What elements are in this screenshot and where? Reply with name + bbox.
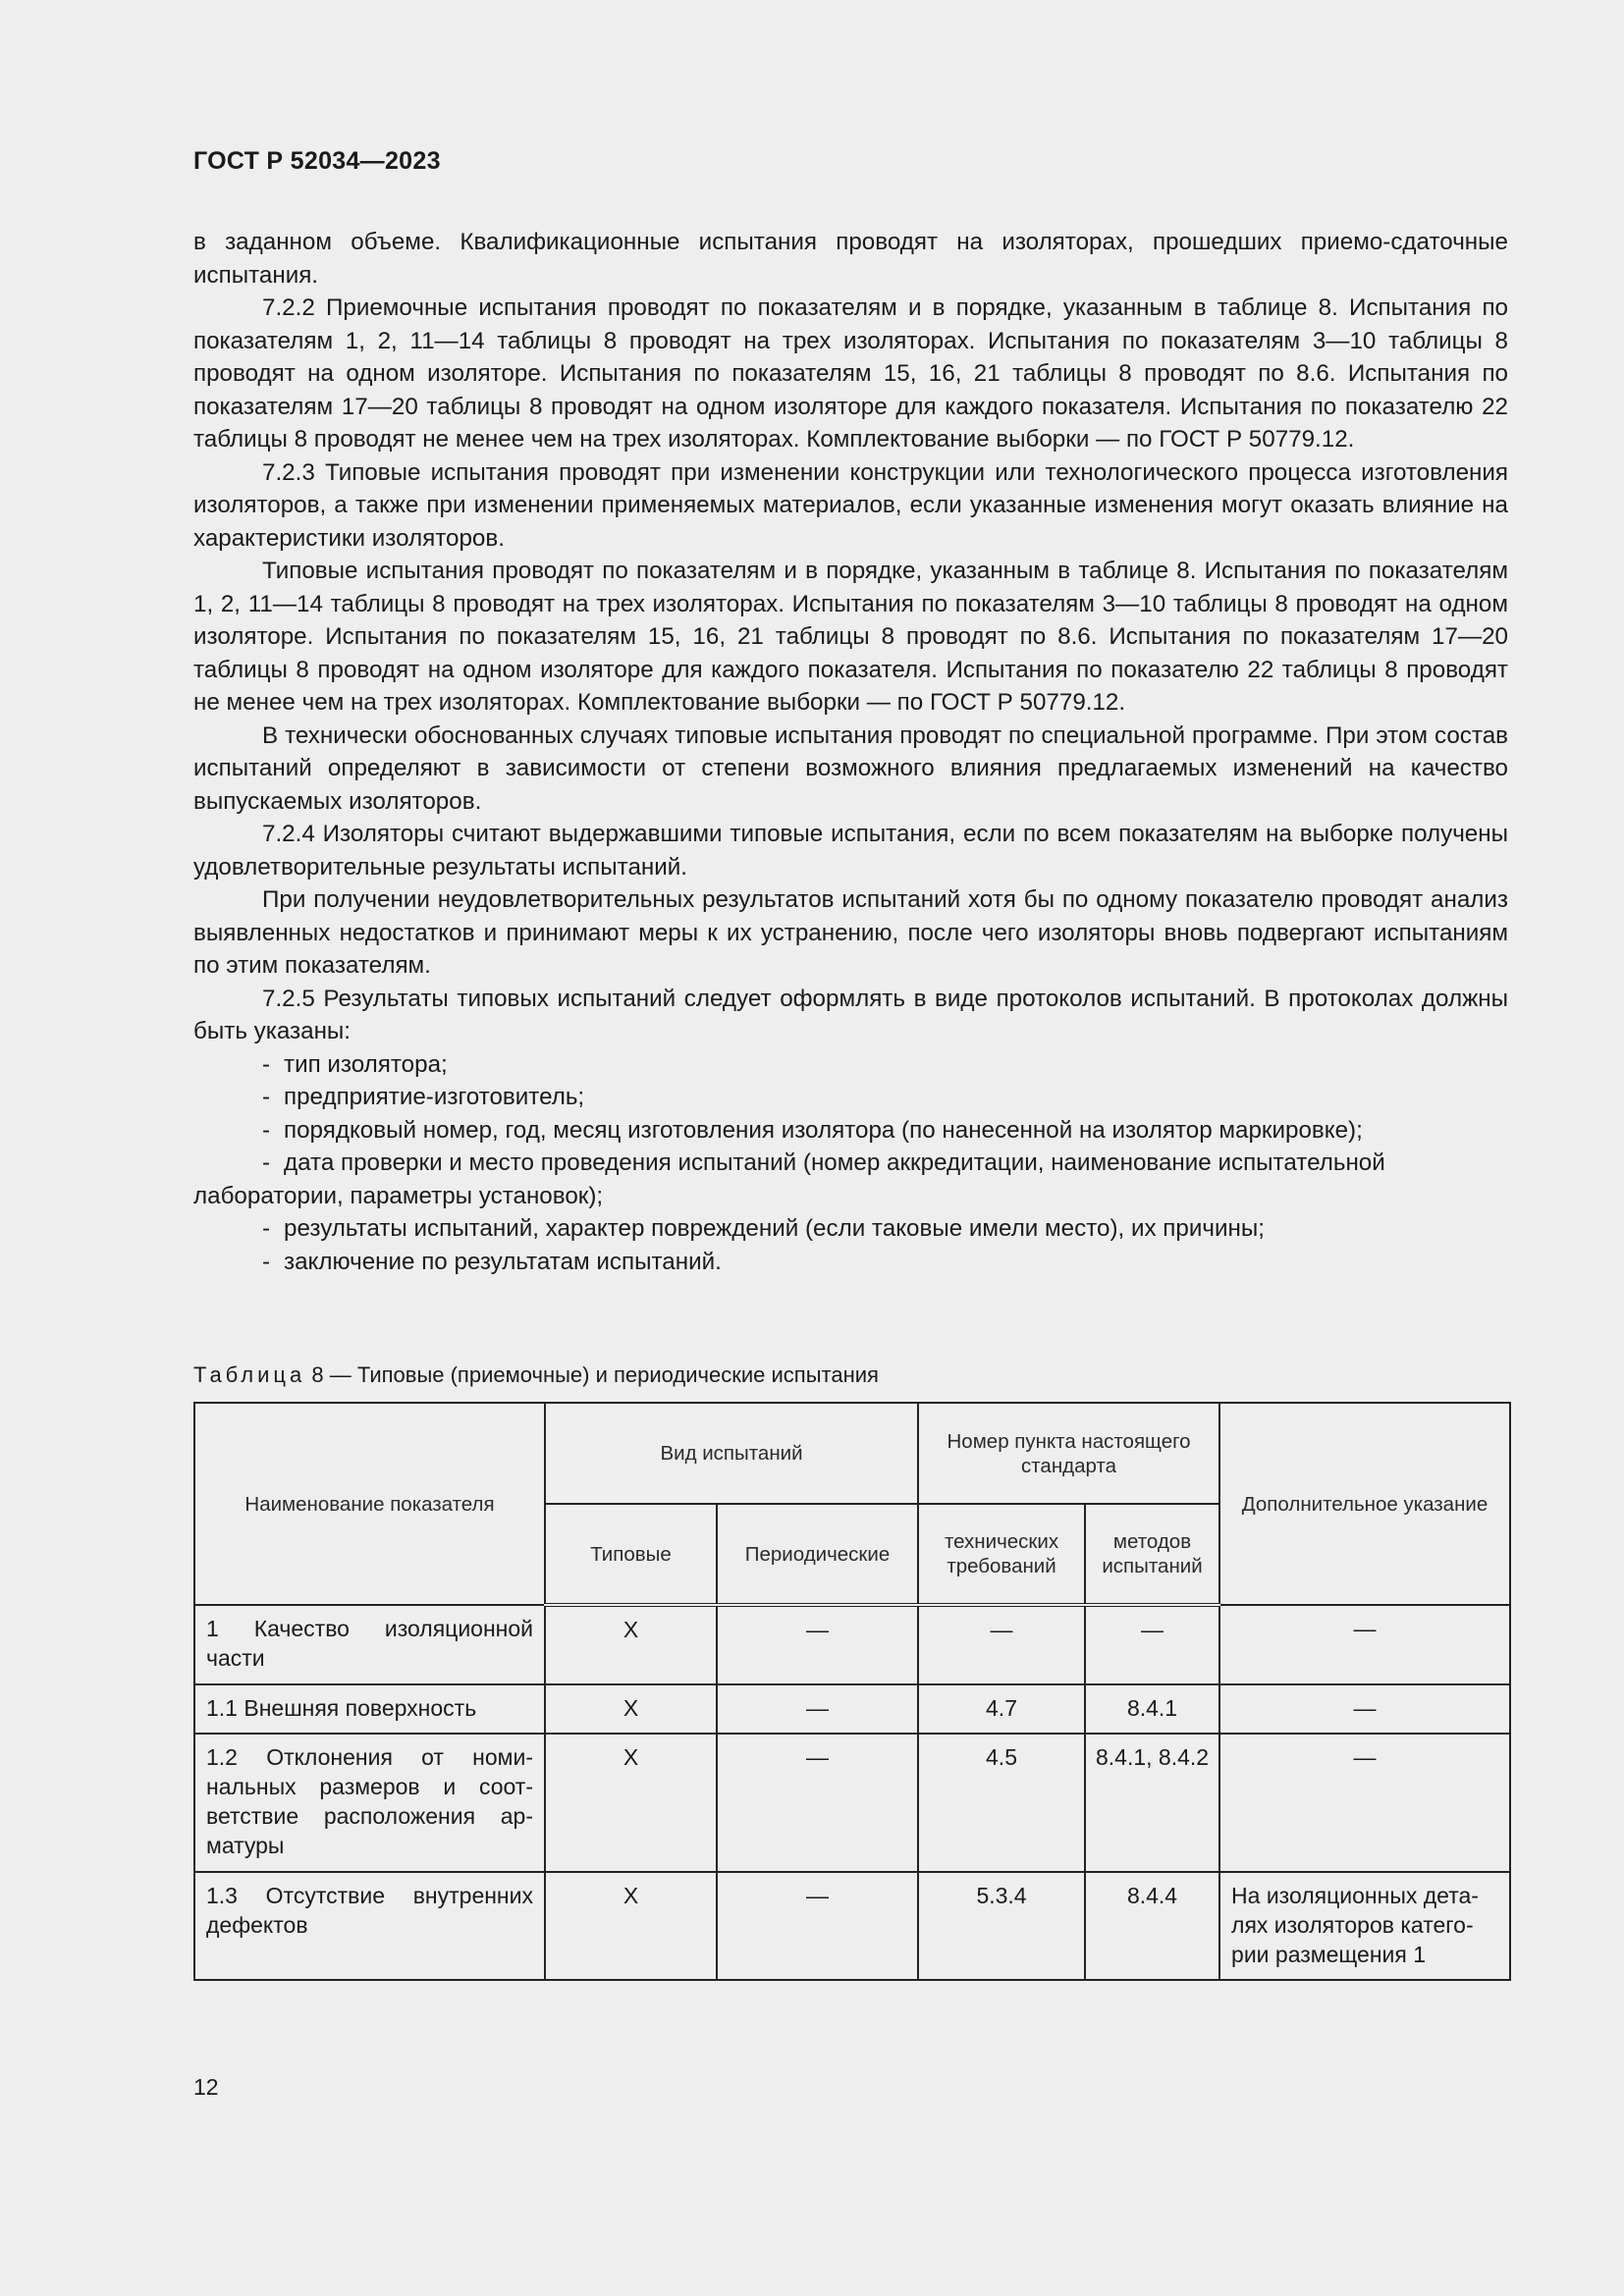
paragraph-unsatisfactory-results: При получении неудовлетворительных результатов испытаний хотя бы по одному показателю проводят анализ выявленных недостатков и принимают меры к их устранению, после чего изоляторы вновь подвергают испытаниям по этим показателям. [193,886,1508,979]
cell-periodic: — [717,1684,918,1734]
header-indicator-name: Наименование показателя [194,1403,545,1605]
table-caption [193,1362,879,1388]
cell-indicator-name: 1.2 Отклонения от номинальных размеров и соответствие расположения арматуры [194,1734,545,1872]
paragraph-continuation: в заданном объеме. Квалификационные испытания проводят на изоляторах, прошедших приемо-сдаточные испытания. [193,229,1508,289]
header-periodic: Периодические [717,1504,918,1605]
list-item: - тип изолятора; [193,1048,1508,1082]
header-standard-clause: Номер пункта настоящего стандарта [918,1403,1219,1504]
list-item: - заключение по результатам испытаний. [193,1246,1508,1279]
table-row [194,1605,1510,1684]
cell-additional-note: — [1219,1605,1510,1684]
cell-technical-requirements: 4.5 [918,1734,1085,1872]
cell-test-methods: — [1085,1605,1219,1684]
header-typical: Типовые [545,1504,717,1605]
cell-typical: Х [545,1872,717,1980]
cell-indicator-name: 1.1 Внешняя поверхность [194,1684,545,1734]
cell-test-methods: 8.4.1, 8.4.2 [1085,1734,1219,1872]
page-number: 12 [193,2074,219,2100]
paragraph-typical-tests: Типовые испытания проводят по показателям и в порядке, указанным в таблице 8. Испытания по показателям 1, 2, 11—14 таблицы 8 проводят на трех изоляторах. Испытания по показателям 3—10 таблицы 8 проводят на одном изоляторе. Испытания по показателям 15, 16, 21 таблицы 8 проводят по 8.6. Испытания по показателям 17—20 таблицы 8 проводят на одном изоляторе для каждого показателя. Испытания по показателю 22 таблицы 8 проводят не менее чем на трех изоляторах. Комплектование выборки — по ГОСТ Р 50779.12. [193,558,1508,716]
list-item: - дата проверки и место проведения испытаний (номер аккредитации, наименование испытательной лаборатории, параметры установок); [193,1147,1508,1212]
list-dash: - [262,1149,271,1176]
list-item: - результаты испытаний, характер повреждений (если таковые имели место), их причины; [193,1212,1508,1246]
cell-additional-note: — [1219,1734,1510,1872]
cell-periodic: — [717,1872,918,1980]
list-dash: - [262,1084,271,1110]
cell-periodic: — [717,1605,918,1684]
cell-technical-requirements: 5.3.4 [918,1872,1085,1980]
list-item: - порядковый номер, год, месяц изготовления изолятора (по нанесенной на изолятор маркировке); [193,1114,1508,1148]
list-dash: - [262,1248,271,1275]
document-header: ГОСТ Р 52034—2023 [193,147,441,175]
cell-additional-note: На изоляционных деталях изоляторов категории размещения 1 [1219,1872,1510,1980]
table-caption-label: Таблица [193,1362,306,1387]
cell-test-methods: 8.4.4 [1085,1872,1219,1980]
table-row [194,1872,1510,1980]
header-test-type: Вид испытаний [545,1403,918,1504]
cell-indicator-name: 1 Качество изоляционной части [194,1605,545,1684]
paragraph-7-2-5: 7.2.5 Результаты типовых испытаний следует оформлять в виде протоколов испытаний. В протоколах должны быть указаны: [193,985,1508,1044]
cell-technical-requirements: — [918,1605,1085,1684]
cell-typical: Х [545,1684,717,1734]
table-row [194,1684,1510,1734]
cell-typical: Х [545,1734,717,1872]
header-test-methods: методов испытаний [1085,1504,1219,1605]
paragraph-7-2-3: 7.2.3 Типовые испытания проводят при изменении конструкции или технологического процесса изготовления изоляторов, а также при изменении применяемых материалов, если указанные изменения могут оказать влияние на характеристики изоляторов. [193,458,1508,552]
header-technical-requirements: технических требований [918,1504,1085,1605]
list-dash: - [262,1116,271,1144]
list-item: - предприятие-изготовитель; [193,1081,1508,1114]
cell-typical: Х [545,1605,717,1684]
cell-test-methods: 8.4.1 [1085,1684,1219,1734]
paragraph-7-2-2: 7.2.2 Приемочные испытания проводят по показателям и в порядке, указанным в таблице 8. Испытания по показателям 1, 2, 11—14 таблицы 8 проводят на трех изоляторах. Испытания по показателям 3—10 таблицы 8 проводят на одном изоляторе. Испытания по показателям 15, 16, 21 таблицы 8 проводят по 8.6. Испытания по показателям 17—20 таблицы 8 проводят на одном изоляторе для каждого показателя. Испытания по показателю 22 таблицы 8 проводят не менее чем на трех изоляторах. Комплектование выборки — по ГОСТ Р 50779.12. [193,294,1508,453]
header-additional-note: Дополнительное указание [1219,1403,1510,1605]
cell-additional-note: — [1219,1684,1510,1734]
cell-indicator-name: 1.3 Отсутствие внутренних дефектов [194,1872,545,1980]
list-dash: - [262,1215,271,1242]
list-dash: - [262,1050,271,1078]
cell-technical-requirements: 4.7 [918,1684,1085,1734]
table-caption-text: 8 — Типовые (приемочные) и периодические испытания [311,1362,879,1387]
cell-periodic: — [717,1734,918,1872]
paragraph-7-2-4: 7.2.4 Изоляторы считают выдержавшими типовые испытания, если по всем показателям на выборке получены удовлетворительные результаты испытаний. [193,821,1508,881]
table-row [194,1734,1510,1872]
paragraph-special-program: В технически обоснованных случаях типовые испытания проводят по специальной программе. При этом состав испытаний определяют в зависимости от степени возможного влияния предлагаемых изменений на качество выпускаемых изоляторов. [193,721,1508,815]
body-text [193,226,1508,1278]
tests-table [193,1402,1511,1981]
protocol-requirements-list [193,1048,1508,1279]
